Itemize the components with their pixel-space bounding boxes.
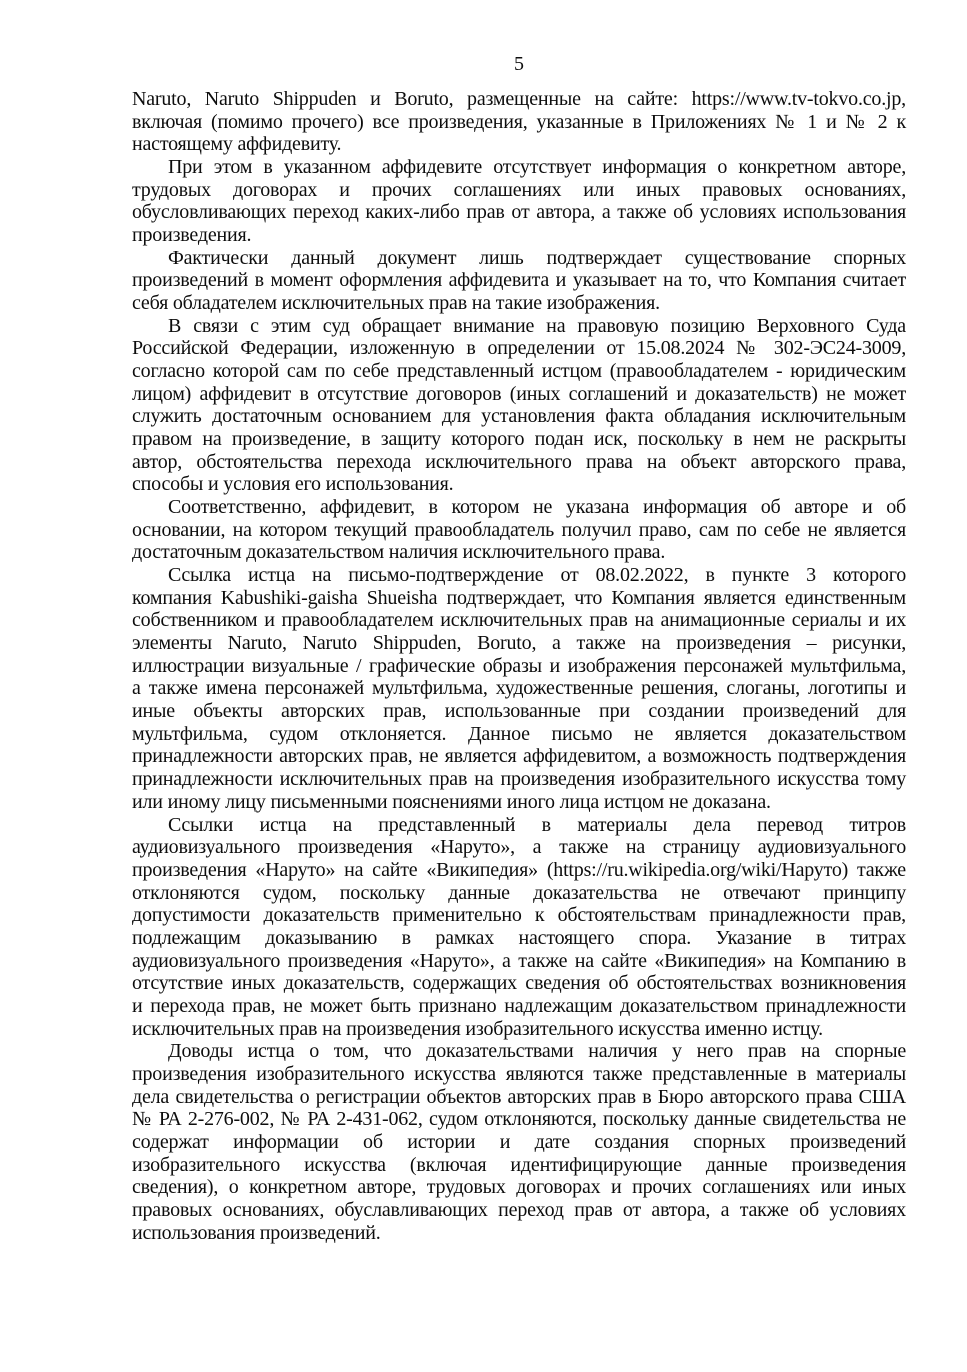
text-line: дела свидетельства о регистрации объектов авторских прав в Бюро авторского права США [132,1085,906,1108]
text-line: отсутствие иных доказательств, содержащих сведения об обстоятельствах возникновения [132,972,906,995]
text-line: компания Kabushiki-gaisha Shueisha подтверждает, что Компания является единственным [132,586,906,609]
text-line: содержат информации об истории и дате создания спорных произведений [132,1130,906,1153]
text-line: и перехода прав, не может быть признано надлежащим доказательством принадлежности [132,994,906,1017]
text-line: согласно которой сам по себе представленный истцом (правообладателем - юридическим [132,360,906,383]
text-line: способы и условия его использования. [132,473,454,496]
text-line: использования произведений. [132,1221,381,1244]
text-line: достаточным доказательством наличия исключительного права. [132,541,666,564]
text-line: произведений в момент оформления аффидевита и указывает на то, что Компания считает [132,269,906,292]
text-line: исключительных прав на произведения изобразительного искусства именно истцу. [132,1017,823,1040]
text-line: В связи с этим суд обращает внимание на правовую позицию Верховного Суда [168,314,906,337]
text-line: При этом в указанном аффидевите отсутствует информация о конкретном авторе, [168,156,906,179]
text-line: допустимости доказательств применительно к обстоятельствам принадлежности прав, [132,904,906,927]
text-line: обусловливающих переход каких-либо прав от автора, а также об условиях использования [132,201,906,224]
text-line: иллюстрации визуальные / графические образы и изображения персонажей мультфильма, [132,654,906,677]
text-line: или иному лицу письменными пояснениями иного лица истцом не доказана. [132,790,771,813]
text-line: произведения. [132,224,252,247]
text-line: произведения «Наруто» на сайте «Википедия» (https://ru.wikipedia.org/wiki/Наруто) также [132,858,906,881]
text-line: иные объекты авторских прав, использованные при создании произведений для [132,700,906,723]
text-line: а также имена персонажей мультфильма, художественные решения, слоганы, логотипы и [132,677,906,700]
text-line: Фактически данный документ лишь подтверждает существование спорных [168,246,906,269]
text-line: сведения), о конкретном авторе, трудовых договорах и прочих соглашениях или иных [132,1176,906,1199]
text-line: аудиовизуального произведения «Наруто», а также на страницу аудиовизуального [132,836,906,859]
text-line: Ссылка истца на письмо-подтверждение от 08.02.2022, в пункте 3 которого [168,564,906,587]
text-line: Соответственно, аффидевит, в котором не указана информация об авторе и об [168,496,906,519]
text-line: принадлежности исключительных прав на произведения изобразительного искусства тому [132,768,906,791]
text-line: Доводы истца о том, что доказательствами наличия у него прав на спорные [168,1040,906,1063]
text-line: лицом) аффидевит в отсутствие договоров (иных соглашений и доказательств) не может [132,382,906,405]
text-line: правовых основаниях, обуславливающих переход прав от автора, а также об условиях [132,1198,906,1221]
text-line: включая (помимо прочего) все произведения, указанные в Приложениях № 1 и № 2 к [132,110,906,133]
text-line: аудиовизуального произведения «Наруто», а также на сайте «Википедия» на Компанию в [132,949,906,972]
text-line: мультфильма, судом отклоняется. Данное письмо не является доказательством [132,722,906,745]
text-line: отклоняются судом, поскольку данные доказательства не отвечают принципу [132,881,906,904]
text-line: служить достаточным основанием для установления факта обладания исключительным [132,405,906,428]
text-line: основании, на котором текущий правообладатель получил право, сам по себе не является [132,518,906,541]
text-line: изобразительного искусства (включая идентифицирующие данные произведения [132,1153,906,1176]
text-line: трудовых договорах и прочих соглашениях или иных правовых основаниях, [132,178,906,201]
text-line: автор, обстоятельства перехода исключительного права на объект авторского права, [132,450,906,473]
text-line: принадлежности авторских прав, не является аффидевитом, а возможность подтверждения [132,745,906,768]
text-line: элементы Naruto, Naruto Shippuden, Boruto, а также на произведения – рисунки, [132,632,906,655]
text-line: правом на произведение, в защиту которого подан иск, поскольку в нем не раскрыты [132,428,906,451]
text-line: Naruto, Naruto Shippuden и Boruto, размещенные на сайте: https://www.tv-tokvo.co.jp, [132,88,906,110]
text-line: настоящему аффидевиту. [132,133,342,156]
text-line: себя обладателем исключительных прав на такие изображения. [132,292,660,315]
text-line: произведения изобразительного искусства являются также представленные в материалы [132,1062,906,1085]
page-number: 5 [514,53,524,75]
text-line: Российской Федерации, изложенную в определении от 15.08.2024 № 302-ЭС24-3009, [132,337,906,360]
text-line: собственником и правообладателем исключительных прав на анимационные сериалы и их [132,609,906,632]
text-line: подлежащим доказыванию в рамках настоящего спора. Указание в титрах [132,926,906,949]
text-line: Ссылки истца на представленный в материалы дела перевод титров [168,813,906,836]
text-line: № РА 2-276-002, № РА 2-431-062, судом отклоняются, поскольку данные свидетельства не [132,1108,906,1131]
document-body [132,88,906,1244]
